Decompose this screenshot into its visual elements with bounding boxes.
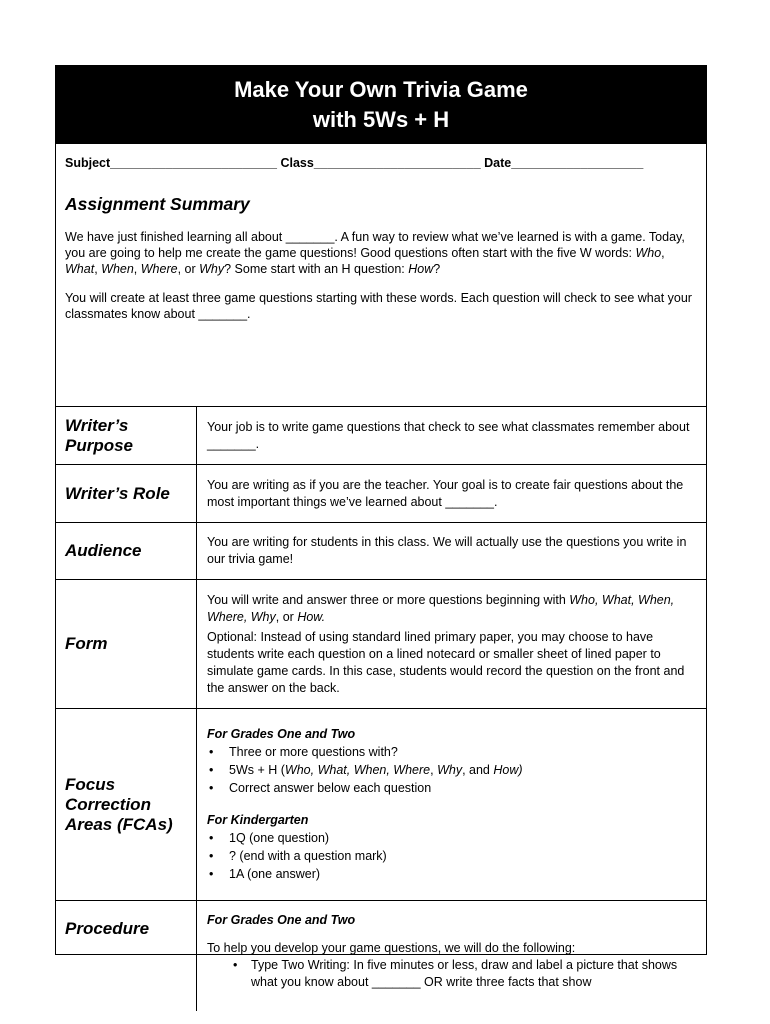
content-form: You will write and answer three or more questions beginning with Who, What, When, Where, Why, or How. Optional: Instead of using standard lined primary paper, you may choose to have students write each question on a lined notecard or smaller sheet of lined paper to simulate game cards. In this case, students would record the question on the front and the answer on the back. <box>207 592 685 695</box>
row-audience <box>56 523 706 580</box>
label-fcas: Focus Correction Areas (FCAs) <box>56 709 197 900</box>
list-item: • Type Two Writing: In five minutes or less, draw and label a picture that shows what you know about _______ OR write three facts that show <box>207 957 696 991</box>
label-form: Form <box>56 580 197 708</box>
content-fcas <box>197 709 706 900</box>
row-writers-purpose <box>56 407 706 465</box>
subject-class-date-line: Subject________________________ Class________________________ Date___________________ <box>65 156 644 170</box>
content-audience: You are writing for students in this class. We will actually use the questions you write in our trivia game! <box>207 535 687 566</box>
label-writers-purpose: Writer’s Purpose <box>56 407 197 464</box>
row-form <box>56 580 706 709</box>
title-line-2: with 5Ws + H <box>312 107 450 132</box>
title-banner <box>56 66 706 144</box>
procedure-heading: For Grades One and Two <box>207 913 356 927</box>
content-procedure <box>197 901 706 1011</box>
label-writers-role: Writer’s Role <box>56 465 197 522</box>
summary-paragraph-1: We have just finished learning all about _______. A fun way to review what we’ve learned is with a game. Today, you are going to help me create the game questions! Good questions often start with the five W words: Who, What, When, Where, or Why? Some start with an H question: How? <box>65 230 685 276</box>
fca-kindergarten-heading: For Kindergarten <box>207 813 309 827</box>
assignment-summary-heading: Assignment Summary <box>65 194 250 214</box>
summary-paragraph-2: You will create at least three game questions starting with these words. Each question will check to see what your classmates know about _______. <box>65 291 692 321</box>
procedure-intro: To help you develop your game questions, we will do the following: <box>207 941 576 955</box>
label-procedure: Procedure <box>56 901 197 1011</box>
fca-grades-list <box>207 743 696 797</box>
row-writers-role <box>56 465 706 523</box>
fca-kindergarten-list <box>207 829 696 883</box>
procedure-list <box>207 957 696 991</box>
list-item: • ? (end with a question mark) <box>207 847 696 865</box>
list-item: • Correct answer below each question <box>207 779 696 797</box>
label-audience: Audience <box>56 523 197 579</box>
content-writers-role: You are writing as if you are the teacher. Your goal is to create fair questions about the most important things we’ve learned about _______. <box>207 477 684 509</box>
list-item: • Three or more questions with? <box>207 743 696 761</box>
worksheet-page <box>55 65 707 989</box>
row-procedure <box>56 901 706 1011</box>
title-line-1: Make Your Own Trivia Game <box>234 77 528 102</box>
list-item: • 5Ws + H (Who, What, When, Where, Why, and How) <box>207 761 696 779</box>
content-writers-purpose: Your job is to write game questions that check to see what classmates remember about _______. <box>207 419 690 451</box>
list-item: • 1A (one answer) <box>207 865 696 883</box>
assignment-summary <box>56 194 706 407</box>
fca-grades-heading: For Grades One and Two <box>207 727 356 741</box>
row-focus-correction-areas <box>56 709 706 901</box>
list-item: • 1Q (one question) <box>207 829 696 847</box>
